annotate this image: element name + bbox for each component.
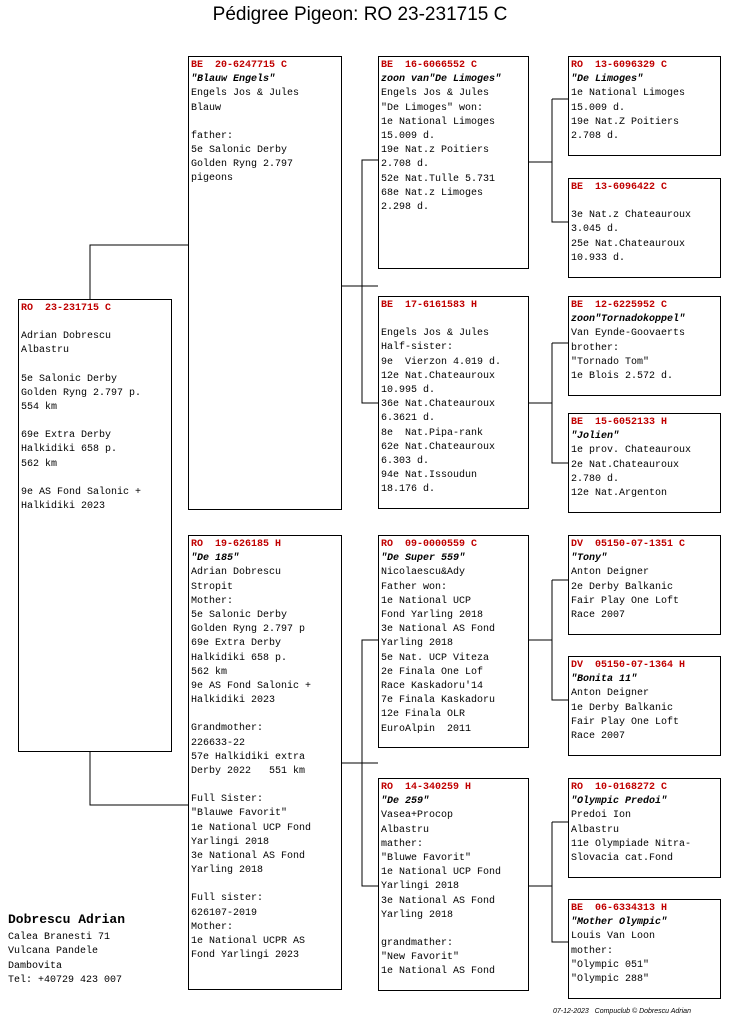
pedigree-line: Full sister: [191,893,264,905]
pigeon-card-subject [18,299,172,752]
pedigree-line: Half-sister: [381,342,454,354]
pedigree-line [21,316,171,330]
ring-number: RO 14-340259 H [381,782,472,793]
pedigree-line: Adrian Dobrescu [191,567,282,579]
ring-number: DV 05150-07-1351 C [571,539,686,550]
pigeon-card-fff [568,56,721,156]
pedigree-line: Slovacia cat.Fond [571,853,674,865]
ring-number: BE 06-6334313 H [571,903,668,914]
ring-number: RO 10-0168272 C [571,782,668,793]
pedigree-line: 9e AS Fond Salonic + [191,681,312,693]
pigeon-name: "Tony" [571,553,608,565]
pedigree-line: Albastru [381,824,430,836]
pedigree-line: 2e Nat.Chateauroux [571,459,680,471]
pigeon-card-mff [568,535,721,635]
pedigree-line: Yarling 2018 [381,638,454,650]
owner-name: Dobrescu Adrian [8,912,126,927]
pedigree-line: 1e prov. Chateauroux [571,445,692,457]
pedigree-line: "New Favorit" [381,952,460,964]
pedigree-line [191,779,341,793]
pedigree-line: Golden Ryng 2.797 p [191,624,306,636]
pedigree-line: Golden Ryng 2.797 p. [21,387,142,399]
pedigree-line: 1e National UCP Fond [191,822,312,834]
pigeon-name: "De 185" [191,553,240,565]
pedigree-line: 68e Nat.z Limoges [381,187,484,199]
pigeon-card-mother [188,535,342,990]
pedigree-line: 3e National AS Fond [381,624,496,636]
pedigree-line: 10.995 d. [381,385,436,397]
ring-number: BE 15-6052133 H [571,417,668,428]
pedigree-line: 2e Finala One Lof [381,666,484,678]
pigeon-name: "De Super 559" [381,553,466,565]
pedigree-line: Halkidiki 658 p. [21,444,118,456]
pigeon-name: "Olympic Predoi" [571,796,668,808]
pigeon-name: "Mother Olympic" [571,917,668,929]
pedigree-line: 19e Nat.z Poitiers [381,145,490,157]
pedigree-line: Fond Yarlingi 2023 [191,950,300,962]
pedigree-line: Race Kaskadoru'14 [381,681,484,693]
pedigree-line: "Blauwe Favorit" [191,808,288,820]
owner-address-county: Dambovita [8,960,63,972]
pigeon-card-fmf [568,296,721,396]
pedigree-line: Race 2007 [571,731,626,743]
ring-number: RO 09-0000559 C [381,539,478,550]
pedigree-line: father: [191,130,234,142]
pigeon-card-ffm [568,178,721,278]
pedigree-line: 25e Nat.Chateauroux [571,238,686,250]
ring-number: BE 12-6225952 C [571,300,668,311]
pedigree-line: 1e Blois 2.572 d. [571,371,674,383]
pedigree-line: 554 km [21,402,58,414]
pedigree-line: Engels Jos & Jules [381,328,490,340]
pedigree-line: 3e Nat.z Chateauroux [571,210,692,222]
pedigree-line: 19e Nat.Z Poitiers [571,116,680,128]
pigeon-card-mfm [568,656,721,756]
pedigree-line: Stropit [191,581,234,593]
pedigree-line: Van Eynde-Goovaerts [571,328,686,340]
pedigree-line: 18.176 d. [381,484,436,496]
ring-number: BE 17-6161583 H [381,300,478,311]
ring-number: RO 13-6096329 C [571,60,668,71]
pedigree-line: 62e Nat.Chateauroux [381,441,496,453]
pedigree-line [21,415,171,429]
pedigree-line: Anton Deigner [571,688,650,700]
pedigree-line: Mother: [191,921,234,933]
pigeon-card-mmf [568,778,721,878]
pedigree-line: Derby 2022 551 km [191,766,306,778]
pedigree-line: Halkidiki 2023 [191,695,276,707]
pedigree-line [191,708,341,722]
ring-number: RO 23-231715 C [21,303,112,314]
pigeon-name: "Bonita 11" [571,674,638,686]
pedigree-line: Grandmother: [191,723,264,735]
pedigree-line: 12e Nat.Chateauroux [381,370,496,382]
pedigree-line: 5e Salonic Derby [191,610,288,622]
pedigree-line: Anton Deigner [571,567,650,579]
pedigree-line [21,472,171,486]
pedigree-line: Albastru [21,345,70,357]
pedigree-line: Yarling 2018 [191,865,264,877]
pigeon-name: "Blauw Engels" [191,74,276,86]
pedigree-line: mather: [381,838,424,850]
pedigree-line: 1e National Limoges [381,116,496,128]
pigeon-card-mother-father [378,535,529,748]
pedigree-line: 1e National UCP Fond [381,867,502,879]
pedigree-line: 2.708 d. [571,131,620,143]
pedigree-line: Mother: [191,595,234,607]
pedigree-line [381,923,528,937]
pedigree-line: 2.298 d. [381,202,430,214]
ring-number: DV 05150-07-1364 H [571,660,686,671]
pedigree-line: 1e National AS Fond [381,966,496,978]
owner-address-street: Calea Branesti 71 [8,931,111,943]
pigeon-card-fmm [568,413,721,513]
pedigree-line: Halkidiki 658 p. [191,652,288,664]
pedigree-line: 5e Nat. UCP Viteza [381,652,490,664]
pedigree-line: Fair Play One Loft [571,716,680,728]
pigeon-name: "De Limoges" [571,74,644,86]
pedigree-line: 6.3621 d. [381,413,436,425]
owner-address-locality: Vulcana Pandele [8,946,99,957]
footer-credit: 07-12-2023 Compuclub © Dobrescu Adrian [553,1008,691,1015]
pedigree-line: Blauw [191,102,222,114]
pedigree-line: grandmather: [381,938,454,950]
pedigree-line: 1e National UCPR AS [191,936,306,948]
pedigree-line: 1e National UCP [381,595,472,607]
pedigree-line: 15.009 d. [381,131,436,143]
pedigree-line: "Olympic 051" [571,959,650,971]
owner-block [8,913,125,989]
pedigree-line: Yarlingi 2018 [381,881,460,893]
pedigree-line: Yarling 2018 [381,909,454,921]
owner-phone: Tel: +40729 423 007 [8,975,123,986]
pedigree-line: "Tornado Tom" [571,356,650,368]
pedigree-line: pigeons [191,173,234,185]
page-title: Pédigree Pigeon: RO 23-231715 C [212,4,508,25]
pedigree-line: 9e AS Fond Salonic + [21,486,142,498]
pedigree-line: "Bluwe Favorit" [381,853,472,865]
pedigree-line: Engels Jos & Jules [381,88,490,100]
pedigree-line [191,878,341,892]
pigeon-name [571,195,720,209]
ring-number: BE 16-6066552 C [381,60,478,71]
pedigree-line: "De Limoges" won: [381,102,484,114]
pedigree-line: Louis Van Loon [571,931,656,943]
pedigree-line: 3e National AS Fond [381,895,496,907]
pigeon-card-mother-mother [378,778,529,991]
pedigree-line: EuroAlpin 2011 [381,723,472,735]
pedigree-line: 15.009 d. [571,102,626,114]
pedigree-line: 5e Salonic Derby [21,373,118,385]
pedigree-line: mother: [571,945,614,957]
pedigree-line [191,116,341,130]
pigeon-name: zoon"Tornadokoppel" [571,314,686,326]
pedigree-line: 2e Derby Balkanic [571,581,674,593]
pedigree-line: 562 km [21,458,58,470]
pedigree-line: 9e Vierzon 4.019 d. [381,356,502,368]
pigeon-card-father [188,56,342,510]
pedigree-line: 11e Olympiade Nitra- [571,838,692,850]
pedigree-line: 7e Finala Kaskadoru [381,695,496,707]
pigeon-name [381,313,528,327]
pedigree-line: Golden Ryng 2.797 [191,159,294,171]
pedigree-line: 52e Nat.Tulle 5.731 [381,173,496,185]
pedigree-line: Yarlingi 2018 [191,836,270,848]
ring-number: RO 19-626185 H [191,539,282,550]
pigeon-name: "De 259" [381,796,430,808]
pedigree-line: 562 km [191,666,228,678]
pedigree-line: 12e Nat.Argenton [571,488,668,500]
ring-number: BE 13-6096422 C [571,182,668,193]
pedigree-line: 1e National Limoges [571,88,686,100]
pigeon-card-father-mother [378,296,529,509]
pedigree-line: Race 2007 [571,610,626,622]
pigeon-name: "Jolien" [571,431,620,443]
pigeon-name: zoon van"De Limoges" [381,74,502,86]
pedigree-line: 5e Salonic Derby [191,145,288,157]
pedigree-line: 3.045 d. [571,224,620,236]
pedigree-line: 226633-22 [191,737,246,749]
pedigree-line: 3e National AS Fond [191,851,306,863]
pedigree-line: 69e Extra Derby [21,430,112,442]
pedigree-line: Father won: [381,581,448,593]
pedigree-line: 94e Nat.Issoudun [381,470,478,482]
pedigree-line: Fair Play One Loft [571,595,680,607]
pedigree-line: Predoi Ion [571,810,632,822]
pedigree-line: Vasea+Procop [381,810,454,822]
pedigree-line: 2.708 d. [381,159,430,171]
ring-number: BE 20-6247715 C [191,60,288,71]
pedigree-line: 8e Nat.Pipa-rank [381,427,484,439]
pedigree-line: "Olympic 288" [571,974,650,986]
pigeon-card-father-father [378,56,529,269]
pedigree-line: Full Sister: [191,794,264,806]
pedigree-line: Albastru [571,824,620,836]
pedigree-line: Engels Jos & Jules [191,88,300,100]
pedigree-line [21,359,171,373]
pedigree-line: Halkidiki 2023 [21,501,106,513]
pedigree-line: 57e Halkidiki extra [191,751,306,763]
pigeon-card-mmm [568,899,721,999]
pedigree-line: 12e Finala OLR [381,709,466,721]
pedigree-line: 626107-2019 [191,907,258,919]
pedigree-line: Fond Yarling 2018 [381,610,484,622]
pedigree-line: 69e Extra Derby [191,638,282,650]
pedigree-line: 6.303 d. [381,456,430,468]
pedigree-line: Adrian Dobrescu [21,331,112,343]
pedigree-line: 36e Nat.Chateauroux [381,399,496,411]
pedigree-line: brother: [571,342,620,354]
pedigree-line: 2.780 d. [571,473,620,485]
pedigree-line: Nicolaescu&Ady [381,567,466,579]
pedigree-line: 10.933 d. [571,252,626,264]
pedigree-line: 1e Derby Balkanic [571,702,674,714]
